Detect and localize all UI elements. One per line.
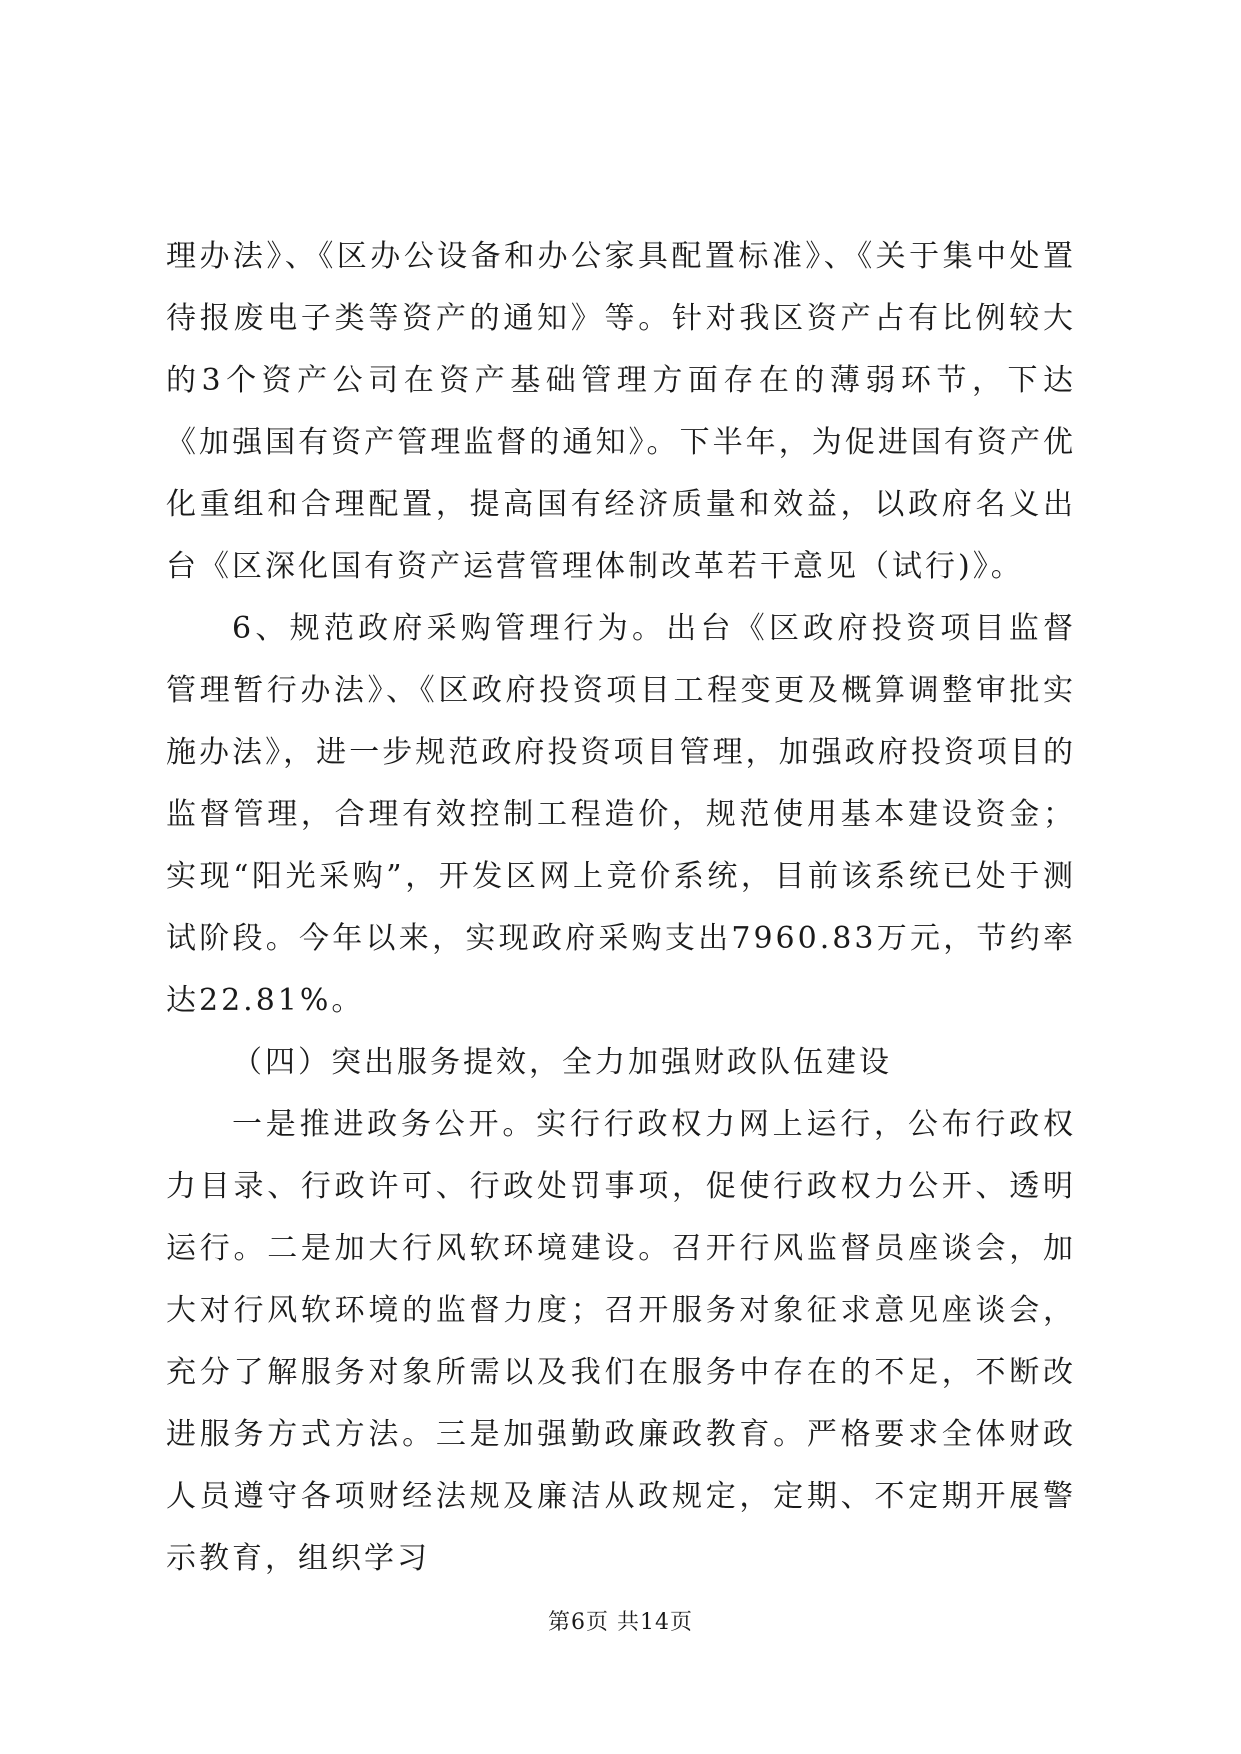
page-footer: 第6页 共14页	[548, 1610, 693, 1635]
document-body	[166, 226, 1076, 1590]
section-heading: （四）突出服务提效，全力加强财政队伍建设	[232, 1045, 892, 1080]
paragraph-item-6: 6、规范政府采购管理行为。出台《区政府投资项目监督管理暂行办法》、《区政府投资项目工程变更及概算调整审批实施办法》，进一步规范政府投资项目管理，加强政府投资项目的监督管理，合理有效控制工程造价，规范使用基本建设资金；实现“阳光采购”，开发区网上竞价系统，目前该系统已处于测试阶段。今年以来，实现政府采购支出7960.83万元，节约率达22.81%。	[166, 611, 1076, 1018]
paragraph-section-body: 一是推进政务公开。实行行政权力网上运行，公布行政权力目录、行政许可、行政处罚事项，促使行政权力公开、透明运行。二是加大行风软环境建设。召开行风监督员座谈会，加大对行风软环境的监督力度；召开服务对象征求意见座谈会，充分了解服务对象所需以及我们在服务中存在的不足，不断改进服务方式方法。三是加强勤政廉政教育。严格要求全体财政人员遵守各项财经法规及廉洁从政规定，定期、不定期开展警示教育，组织学习	[166, 1107, 1076, 1576]
paragraph-continuation: 理办法》、《区办公设备和办公家具配置标准》、《关于集中处置待报废电子类等资产的通知》等。针对我区资产占有比例较大的3个资产公司在资产基础管理方面存在的薄弱环节，下达《加强国有资产管理监督的通知》。下半年，为促进国有资产优化重组和合理配置，提高国有经济质量和效益，以政府名义出台《区深化国有资产运营管理体制改革若干意见（试行)》。	[166, 239, 1076, 584]
